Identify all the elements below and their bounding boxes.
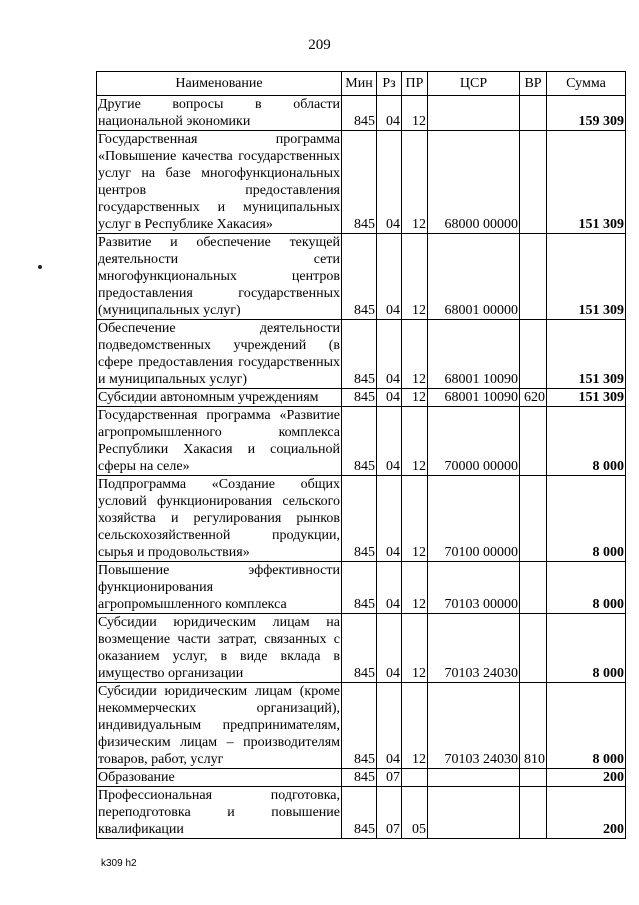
cell-rz: 07 [377,787,402,839]
header-csr: ЦСР [428,72,520,96]
table-row [97,614,626,683]
cell-name: Повышение эффективности функционирования агропромышленного комплекса [98,563,340,612]
table-row [97,320,626,389]
cell-pr: 12 [402,234,428,320]
table-header-row [97,72,626,96]
table-row [97,131,626,234]
cell-min: 845 [342,389,377,407]
cell-vr: 810 [520,683,547,769]
table-row [97,96,626,131]
cell-vr [520,320,547,389]
header-sum: Сумма [547,72,626,96]
cell-rz: 04 [377,320,402,389]
cell-vr [520,96,547,131]
cell-csr [428,96,520,131]
cell-pr: 12 [402,389,428,407]
cell-sum: 151 309 [547,320,626,389]
cell-min: 845 [342,683,377,769]
cell-rz: 04 [377,131,402,234]
cell-min: 845 [342,131,377,234]
header-rz: Рз [377,72,402,96]
cell-sum: 200 [547,769,626,787]
cell-sum: 8 000 [547,476,626,562]
cell-name: Государственная программа «Развитие агропромышленного комплекса Республики Хакасия и социальной сферы на селе» [98,408,340,474]
cell-name: Субсидии автономным учреждениям [97,389,342,407]
cell-name: Образование [97,769,342,787]
cell-name: Государственная программа «Повышение качества государственных услуг на базе многофункциональных центров предоставления государственных и муниципальных услуг в Республике Хакасия» [98,132,340,232]
cell-rz: 04 [377,389,402,407]
cell-rz: 04 [377,96,402,131]
cell-csr: 70100 00000 [428,476,520,562]
table-row [97,476,626,562]
cell-pr: 12 [402,407,428,476]
cell-csr: 70103 24030 [428,683,520,769]
cell-vr [520,234,547,320]
cell-rz: 04 [377,476,402,562]
cell-name: Субсидии юридическим лицам (кроме некоммерческих организаций), индивидуальным предпринимателям, физическим лицам – производителям товаров, работ, услуг [98,684,340,767]
cell-pr: 12 [402,562,428,614]
cell-sum: 151 309 [547,234,626,320]
cell-min: 845 [342,787,377,839]
cell-name: Другие вопросы в области национальной экономики [98,97,340,129]
cell-csr [428,769,520,787]
cell-csr: 68001 00000 [428,234,520,320]
page-number: 209 [308,37,331,53]
cell-vr [520,476,547,562]
cell-pr [402,769,428,787]
cell-min: 845 [342,614,377,683]
cell-pr: 12 [402,476,428,562]
cell-csr: 68001 10090 [428,320,520,389]
cell-sum: 159 309 [547,96,626,131]
table-body [97,96,626,839]
cell-name: Субсидии юридическим лицам на возмещение части затрат, связанных с оказанием услуг, в виде вклада в имущество организации [98,615,340,681]
cell-vr [520,769,547,787]
cell-sum: 8 000 [547,407,626,476]
cell-rz: 04 [377,614,402,683]
budget-table [96,71,626,839]
cell-sum: 151 309 [547,131,626,234]
cell-rz: 04 [377,407,402,476]
cell-vr [520,562,547,614]
cell-sum: 8 000 [547,562,626,614]
cell-csr: 70000 00000 [428,407,520,476]
table-row [97,562,626,614]
cell-vr: 620 [520,389,547,407]
cell-min: 845 [342,234,377,320]
cell-csr: 68001 10090 [428,389,520,407]
cell-name: Обеспечение деятельности подведомственных учреждений (в сфере предоставления государственных и муниципальных услуг) [98,321,340,387]
table-row [97,769,626,787]
cell-rz: 07 [377,769,402,787]
cell-sum: 8 000 [547,614,626,683]
header-pr: ПР [402,72,428,96]
cell-pr: 12 [402,683,428,769]
header-min: Мин [342,72,377,96]
cell-vr [520,614,547,683]
cell-csr [428,787,520,839]
cell-csr: 68000 00000 [428,131,520,234]
header-name: Наименование [97,72,342,96]
cell-rz: 04 [377,683,402,769]
table-row [97,389,626,407]
cell-name: Подпрограмма «Создание общих условий функционирования сельского хозяйства и регулирования рынков сельскохозяйственной продукции, сырья и продовольствия» [98,477,340,560]
cell-pr: 12 [402,614,428,683]
cell-min: 845 [342,562,377,614]
cell-vr [520,787,547,839]
cell-sum: 8 000 [547,683,626,769]
cell-pr: 12 [402,96,428,131]
cell-csr: 70103 00000 [428,562,520,614]
cell-vr [520,407,547,476]
cell-rz: 04 [377,234,402,320]
cell-min: 845 [342,407,377,476]
table-row [97,234,626,320]
cell-rz: 04 [377,562,402,614]
table-row [97,787,626,839]
table-row [97,683,626,769]
table-row [97,407,626,476]
header-vr: ВР [520,72,547,96]
cell-pr: 05 [402,787,428,839]
cell-csr: 70103 24030 [428,614,520,683]
cell-name: Профессиональная подготовка, переподготовка и повышение квалификации [98,788,340,837]
cell-min: 845 [342,476,377,562]
cell-pr: 12 [402,320,428,389]
cell-min: 845 [342,96,377,131]
cell-sum: 200 [547,787,626,839]
scan-dot [38,265,42,269]
cell-min: 845 [342,320,377,389]
cell-pr: 12 [402,131,428,234]
cell-vr [520,131,547,234]
cell-min: 845 [342,769,377,787]
footer-code: k309 h2 [101,858,137,869]
cell-name: Развитие и обеспечение текущей деятельности сети многофункциональных центров предоставления государственных (муниципальных услуг) [98,235,340,318]
cell-sum: 151 309 [547,389,626,407]
